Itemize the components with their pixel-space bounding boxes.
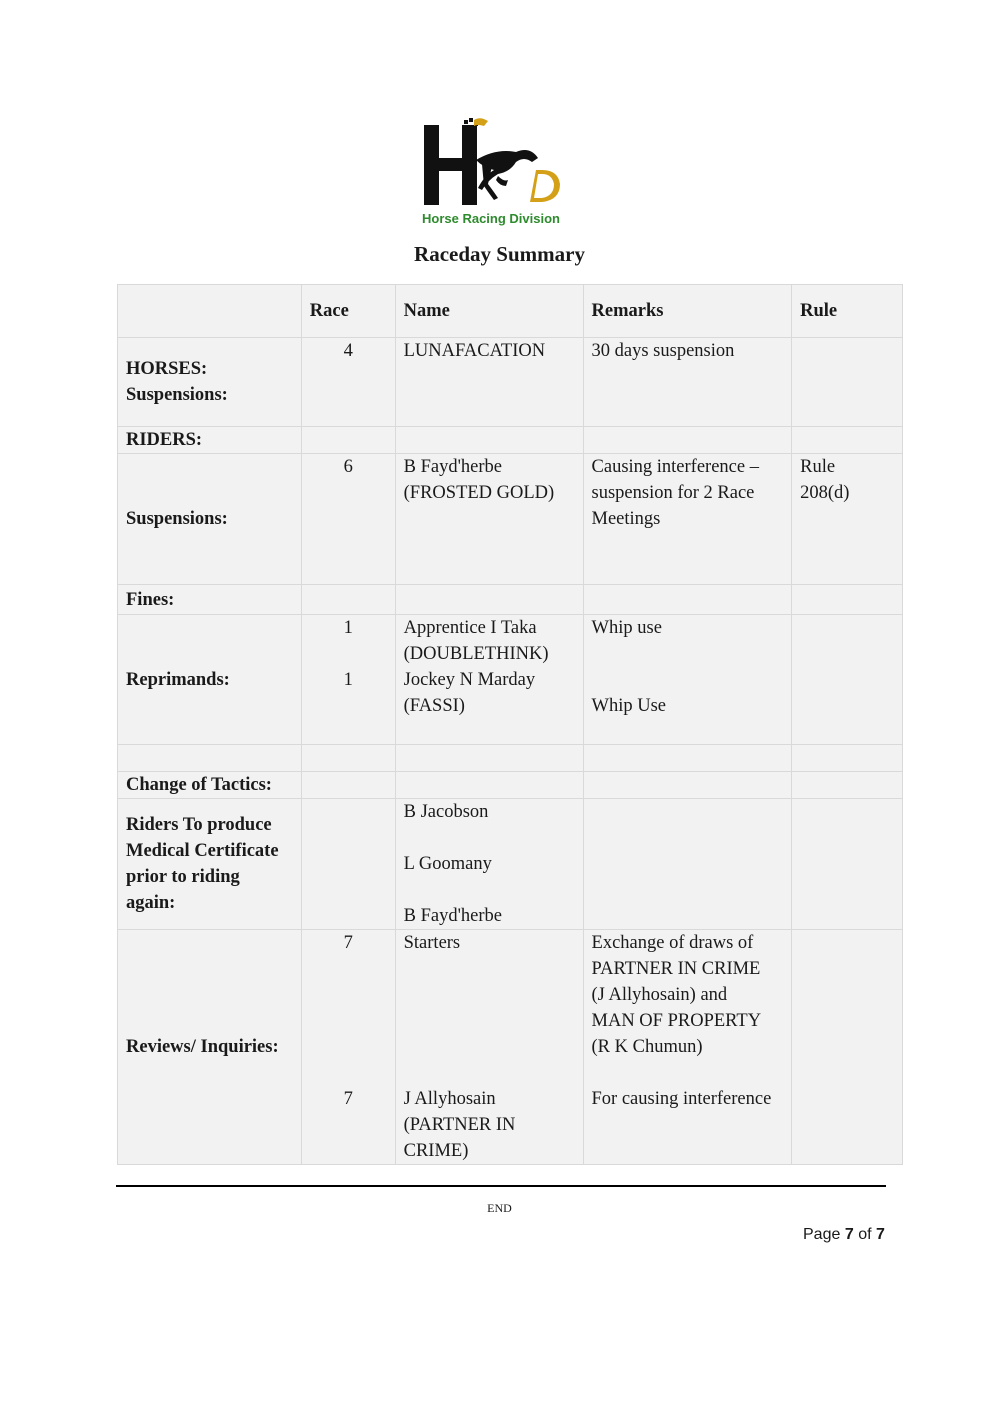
name-line: (FROSTED GOLD) <box>403 483 555 503</box>
remarks-cell <box>583 930 792 1165</box>
race-cell <box>301 772 395 799</box>
header-rule: Rule <box>792 285 903 338</box>
row-label-line: Suspensions: <box>126 385 228 405</box>
header-remarks: Remarks <box>583 285 792 338</box>
remarks-line: (R K Chumun) <box>591 1037 703 1057</box>
header-race: Race <box>301 285 395 338</box>
race-line: 1 <box>343 670 353 690</box>
table-row-fines <box>118 585 903 615</box>
remarks-line: Causing interference – <box>591 457 759 477</box>
name-cell <box>395 454 583 585</box>
table-row-empty <box>118 745 903 772</box>
name-line: L Goomany <box>403 854 492 874</box>
name-line: (FASSI) <box>403 696 465 716</box>
remarks-cell <box>583 772 792 799</box>
name-line: Starters <box>403 933 461 953</box>
table-row-rider-suspensions <box>118 454 903 585</box>
page-total: 7 <box>875 1226 885 1243</box>
remarks-line: PARTNER IN CRIME <box>591 959 761 979</box>
table-row-change-of-tactics <box>118 772 903 799</box>
name-line: Apprentice I Taka <box>403 618 537 638</box>
race-cell: 4 <box>301 338 395 427</box>
rule-cell <box>792 454 903 585</box>
name-line: CRIME) <box>403 1141 469 1161</box>
table-row-horse-suspensions <box>118 338 903 427</box>
name-cell <box>395 930 583 1165</box>
rule-cell <box>792 772 903 799</box>
rule-line: 208(d) <box>800 483 850 503</box>
remarks-line: Whip use <box>591 618 662 638</box>
header-name: Name <box>395 285 583 338</box>
remarks-cell <box>583 427 792 454</box>
name-cell <box>395 772 583 799</box>
remarks-cell: 30 days suspension <box>583 338 792 427</box>
hrd-logo-graphic <box>418 118 588 218</box>
name-line: B Fayd'herbe <box>403 457 503 477</box>
rule-cell <box>792 585 903 615</box>
table-header-row <box>118 285 903 338</box>
race-line: 7 <box>343 1089 353 1109</box>
remarks-line: Meetings <box>591 509 661 529</box>
table-row-reprimands <box>118 615 903 745</box>
row-label: Reviews/ Inquiries: <box>118 930 302 1165</box>
page-prefix: Page <box>803 1226 841 1243</box>
page-title: Raceday Summary <box>414 242 585 266</box>
table-row-medical-certificate <box>118 799 903 930</box>
name-line: B Jacobson <box>403 802 489 822</box>
name-line: (PARTNER IN <box>403 1115 516 1135</box>
row-label-line: prior to riding <box>126 867 240 887</box>
remarks-line: Exchange of draws of <box>591 933 754 953</box>
race-line: 7 <box>343 933 353 953</box>
rule-cell <box>792 799 903 930</box>
remarks-cell <box>583 585 792 615</box>
remarks-cell <box>583 454 792 585</box>
rule-line: Rule <box>800 457 836 477</box>
row-label: Reprimands: <box>118 615 302 745</box>
name-cell <box>395 427 583 454</box>
row-label: RIDERS: <box>118 427 302 454</box>
page-current: 7 <box>844 1226 854 1243</box>
remarks-line: MAN OF PROPERTY <box>591 1011 762 1031</box>
page-of: of <box>858 1226 872 1243</box>
row-label: Fines: <box>118 585 302 615</box>
name-line: J Allyhosain <box>403 1089 496 1109</box>
row-label-line: Medical Certificate <box>126 841 279 861</box>
footer-divider <box>116 1185 886 1187</box>
race-cell <box>301 930 395 1165</box>
rule-cell <box>792 338 903 427</box>
row-label: Suspensions: <box>118 454 302 585</box>
row-label <box>118 338 302 427</box>
row-label-line: Riders To produce <box>126 815 272 835</box>
race-cell: 6 <box>301 454 395 585</box>
raceday-summary-table <box>117 284 903 1165</box>
row-label-line: again: <box>126 893 176 913</box>
remarks-line: For causing interference <box>591 1089 772 1109</box>
row-label-line: HORSES: <box>126 359 208 379</box>
name-cell: LUNAFACATION <box>395 338 583 427</box>
header-blank-cell <box>118 285 302 338</box>
name-cell <box>395 799 583 930</box>
rule-cell <box>792 427 903 454</box>
race-cell <box>301 615 395 745</box>
rule-cell <box>792 615 903 745</box>
name-line: Jockey N Marday <box>403 670 536 690</box>
row-label <box>118 799 302 930</box>
name-cell <box>395 615 583 745</box>
logo-caption: Horse Racing Division <box>422 211 560 226</box>
row-label: Change of Tactics: <box>118 772 302 799</box>
race-cell <box>301 799 395 930</box>
table-row-riders <box>118 427 903 454</box>
remarks-cell <box>583 615 792 745</box>
name-cell <box>395 585 583 615</box>
page-number <box>803 1226 885 1244</box>
race-line: 1 <box>343 618 353 638</box>
table-row-reviews-inquiries <box>118 930 903 1165</box>
name-line: B Fayd'herbe <box>403 906 503 926</box>
end-marker: END <box>487 1201 512 1215</box>
race-cell <box>301 427 395 454</box>
race-cell <box>301 585 395 615</box>
remarks-line: Whip Use <box>591 696 667 716</box>
remarks-line: (J Allyhosain) and <box>591 985 728 1005</box>
remarks-line: suspension for 2 Race <box>591 483 755 503</box>
remarks-cell <box>583 799 792 930</box>
rule-cell <box>792 930 903 1165</box>
name-line: (DOUBLETHINK) <box>403 644 549 664</box>
